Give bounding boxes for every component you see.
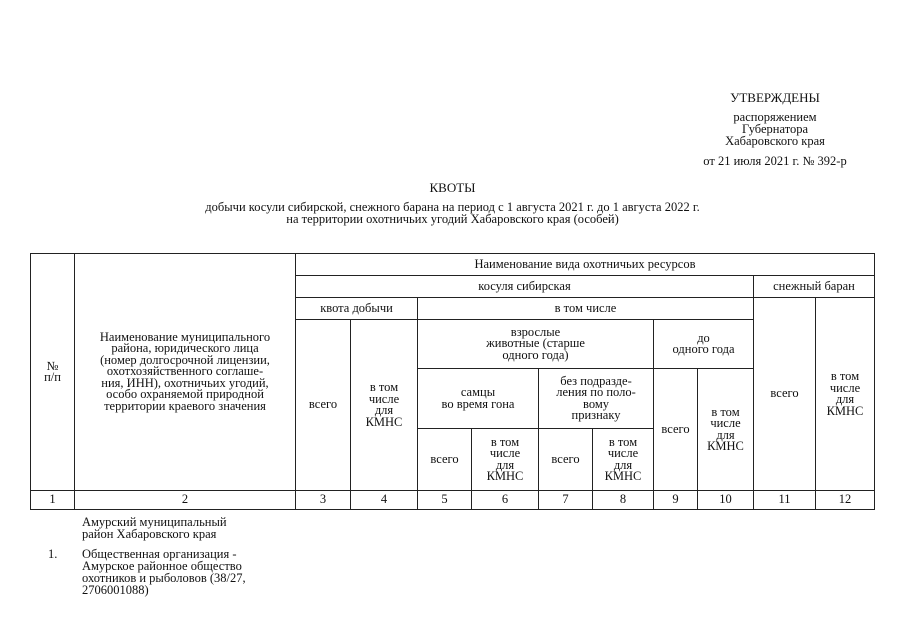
col-number-10: 10	[697, 490, 754, 510]
header-under-one-year: до одного года	[653, 319, 754, 369]
col-number-12: 12	[815, 490, 875, 510]
header-males-rut: самцы во время гона	[417, 368, 539, 429]
row-number: 1.	[48, 547, 58, 561]
approval-decree: распоряжением Губернатора Хабаровского края	[725, 110, 825, 148]
approval-date: от 21 июля 2021 г. № 392-р	[703, 154, 847, 168]
header-kmns-col6: в том числе для КМНС	[471, 428, 539, 491]
document-subtitle: добычи косули сибирской, снежного барана на период с 1 августа 2021 г. до 1 августа 2022 г. на территории охотничьих угодий Хабаровского края (особей)	[205, 200, 700, 226]
row-organization: Общественная организация - Амурское районное общество охотников и рыболовов (38/27, 2706001088)	[82, 547, 246, 597]
col-number-11: 11	[753, 490, 816, 510]
district-name: Амурский муниципальный район Хабаровского края	[82, 515, 227, 541]
header-total-col11: всего	[753, 297, 816, 491]
col-number-2: 2	[74, 490, 296, 510]
header-total-col3: всего	[295, 319, 351, 491]
header-number: № п/п	[30, 253, 75, 491]
header-total-col7: всего	[538, 428, 593, 491]
col-number-8: 8	[592, 490, 654, 510]
header-kmns-col10: в том числе для КМНС	[697, 368, 754, 491]
header-kmns-col8: в том числе для КМНС	[592, 428, 654, 491]
col-number-7: 7	[538, 490, 593, 510]
col-number-5: 5	[417, 490, 472, 510]
header-kmns-col12: в том числе для КМНС	[815, 297, 875, 491]
header-including: в том числе	[417, 297, 754, 320]
header-resource-types: Наименование вида охотничьих ресурсов	[295, 253, 875, 276]
col-number-1: 1	[30, 490, 75, 510]
header-quota: квота добычи	[295, 297, 418, 320]
header-total-col9: всего	[653, 368, 698, 491]
header-no-sex-division: без подразде- ления по поло- вому признаку	[538, 368, 654, 429]
col-number-4: 4	[350, 490, 418, 510]
header-adults: взрослые животные (старше одного года)	[417, 319, 654, 369]
header-total-col5: всего	[417, 428, 472, 491]
header-name: Наименование муниципального района, юридического лица (номер долгосрочной лицензии, охотхозяйственного соглаше- ния, ИНН), охотничьих угодий, особо охраняемой природной территории краевого значения	[74, 253, 296, 491]
col-number-6: 6	[471, 490, 539, 510]
approval-heading: УТВЕРЖДЕНЫ	[730, 90, 820, 105]
col-number-3: 3	[295, 490, 351, 510]
header-roe-deer: косуля сибирская	[295, 275, 754, 298]
header-snow-sheep: снежный баран	[753, 275, 875, 298]
col-number-9: 9	[653, 490, 698, 510]
header-kmns-col4: в том числе для КМНС	[350, 319, 418, 491]
document-title: КВОТЫ	[429, 180, 476, 195]
